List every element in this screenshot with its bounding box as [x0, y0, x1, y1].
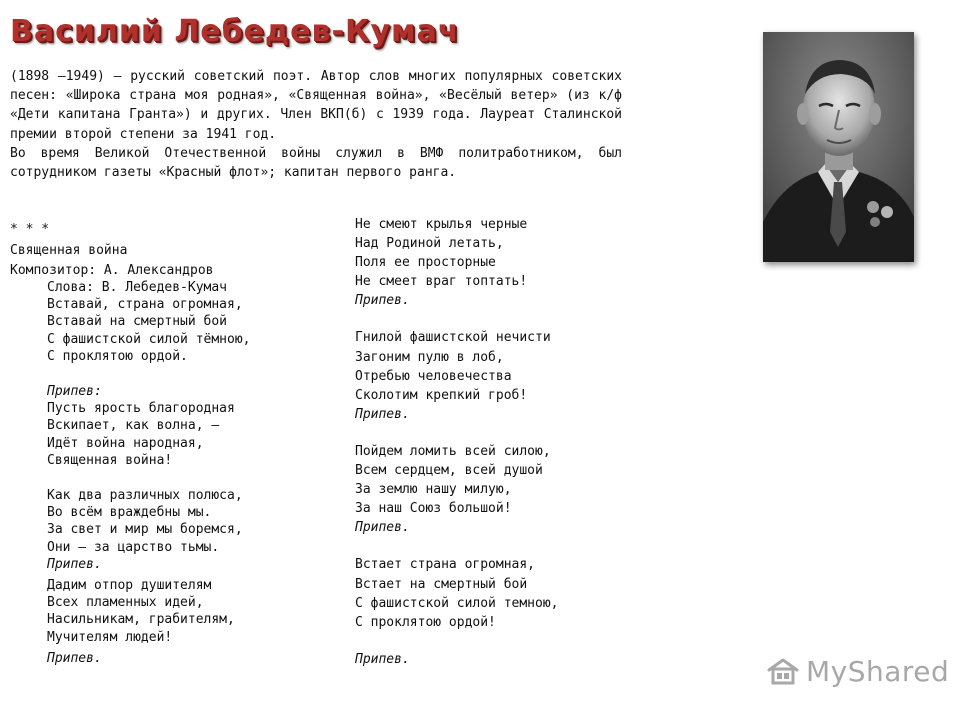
- chorus-label: Припев.: [47, 650, 102, 666]
- lyric-line: Не смеет враг топтать!: [355, 274, 528, 290]
- composer: Композитор: А. Александров: [10, 263, 214, 278]
- stanza: [47, 487, 251, 573]
- lyric-line: Гнилой фашистской нечисти: [355, 330, 551, 346]
- lyric-line: Как два различных полюса,: [47, 488, 243, 504]
- logo-text: MyShared: [806, 654, 950, 688]
- words-by: Слова: В. Лебедев-Кумач: [47, 280, 228, 295]
- lyric-line: С проклятою ордой.: [47, 348, 188, 364]
- page-title: Василий Лебедев-Кумач: [10, 14, 460, 49]
- stanza: [47, 296, 251, 365]
- lyric-line: Пойдем ломить всей силою,: [355, 443, 551, 459]
- song-title: Священная война: [10, 243, 128, 258]
- chorus-label: Припев.: [355, 293, 410, 309]
- stanza: [355, 555, 559, 631]
- song-left-column: [47, 279, 251, 685]
- lyric-line: Всех пламенных идей,: [47, 595, 204, 611]
- lyric-line: С фашистской силой темною,: [355, 595, 559, 611]
- lyric-line: За землю нашу милую,: [355, 482, 512, 498]
- author-portrait: [763, 32, 914, 262]
- lyric-line: Вскипает, как волна, —: [47, 418, 220, 434]
- lyric-line: Сколотим крепкий гроб!: [355, 387, 528, 403]
- lyric-line: Поля ее просторные: [355, 255, 496, 271]
- lyric-line: Дадим отпор душителям: [47, 578, 212, 594]
- lyric-line: Вставай на смертный бой: [47, 314, 228, 330]
- myshared-logo-icon: [766, 654, 800, 688]
- lyric-line: Вставай, страна огромная,: [47, 297, 243, 313]
- chorus-label: Припев.: [47, 556, 102, 572]
- lyric-line: Насильникам, грабителям,: [47, 612, 235, 628]
- biography: [10, 67, 622, 182]
- stanza: [355, 215, 559, 310]
- song-right-column: [355, 215, 559, 687]
- bio-paragraph-1: (1898 —1949) — русский советский поэт. Автор слов многих популярных советских песен: «Широка страна моя родная», «Священная война», «Весёлый ветер» (из к/ф «Дети капитана Гранта») и других. Член ВКП(б) с 1939 года. Лауреат Сталинской премии второй степени за 1941 год.: [10, 69, 622, 142]
- stanza: [355, 328, 559, 423]
- lyric-line: Загоним пулю в лоб,: [355, 349, 504, 365]
- lyric-line: С проклятою ордой!: [355, 614, 496, 630]
- myshared-logo: [766, 654, 949, 688]
- lyric-line: Они — за царство тьмы.: [47, 539, 220, 555]
- bio-paragraph-2: Во время Великой Отечественной войны служил в ВМФ политработником, был сотрудником газеты «Красный флот»; капитан первого ранга.: [10, 145, 622, 181]
- lyric-line: За свет и мир мы боремся,: [47, 522, 243, 538]
- lyric-line: Пусть ярость благородная: [47, 401, 235, 417]
- chorus-label: Припев:: [47, 384, 102, 400]
- stanza: [355, 650, 559, 669]
- lyric-line: Священная война!: [47, 452, 173, 468]
- lyric-line: Идёт война народная,: [47, 435, 204, 451]
- portrait-photo: [763, 32, 914, 262]
- lyric-line: Встает страна огромная,: [355, 557, 536, 573]
- lyric-line: Во всём враждебны мы.: [47, 505, 212, 521]
- separator: * * *: [10, 222, 50, 237]
- lyric-line: Всем сердцем, всей душой: [355, 463, 543, 479]
- lyric-line: Мучителям людей!: [47, 629, 173, 645]
- lyric-line: С фашистской силой тёмною,: [47, 331, 251, 347]
- stanza: [47, 383, 251, 469]
- lyric-line: Встает на смертный бой: [355, 576, 528, 592]
- lyric-line: Отребью человечества: [355, 368, 512, 384]
- stanza: [355, 442, 559, 537]
- stanza: [47, 577, 251, 646]
- chorus-label: Припев.: [355, 520, 410, 536]
- song-header: [10, 220, 214, 280]
- stanza: [47, 650, 251, 667]
- chorus-label: Припев.: [355, 651, 410, 667]
- chorus-label: Припев.: [355, 406, 410, 422]
- lyric-line: За наш Союз большой!: [355, 501, 512, 517]
- lyric-line: Над Родиной летать,: [355, 236, 504, 252]
- lyric-line: Не смеют крылья черные: [355, 217, 528, 232]
